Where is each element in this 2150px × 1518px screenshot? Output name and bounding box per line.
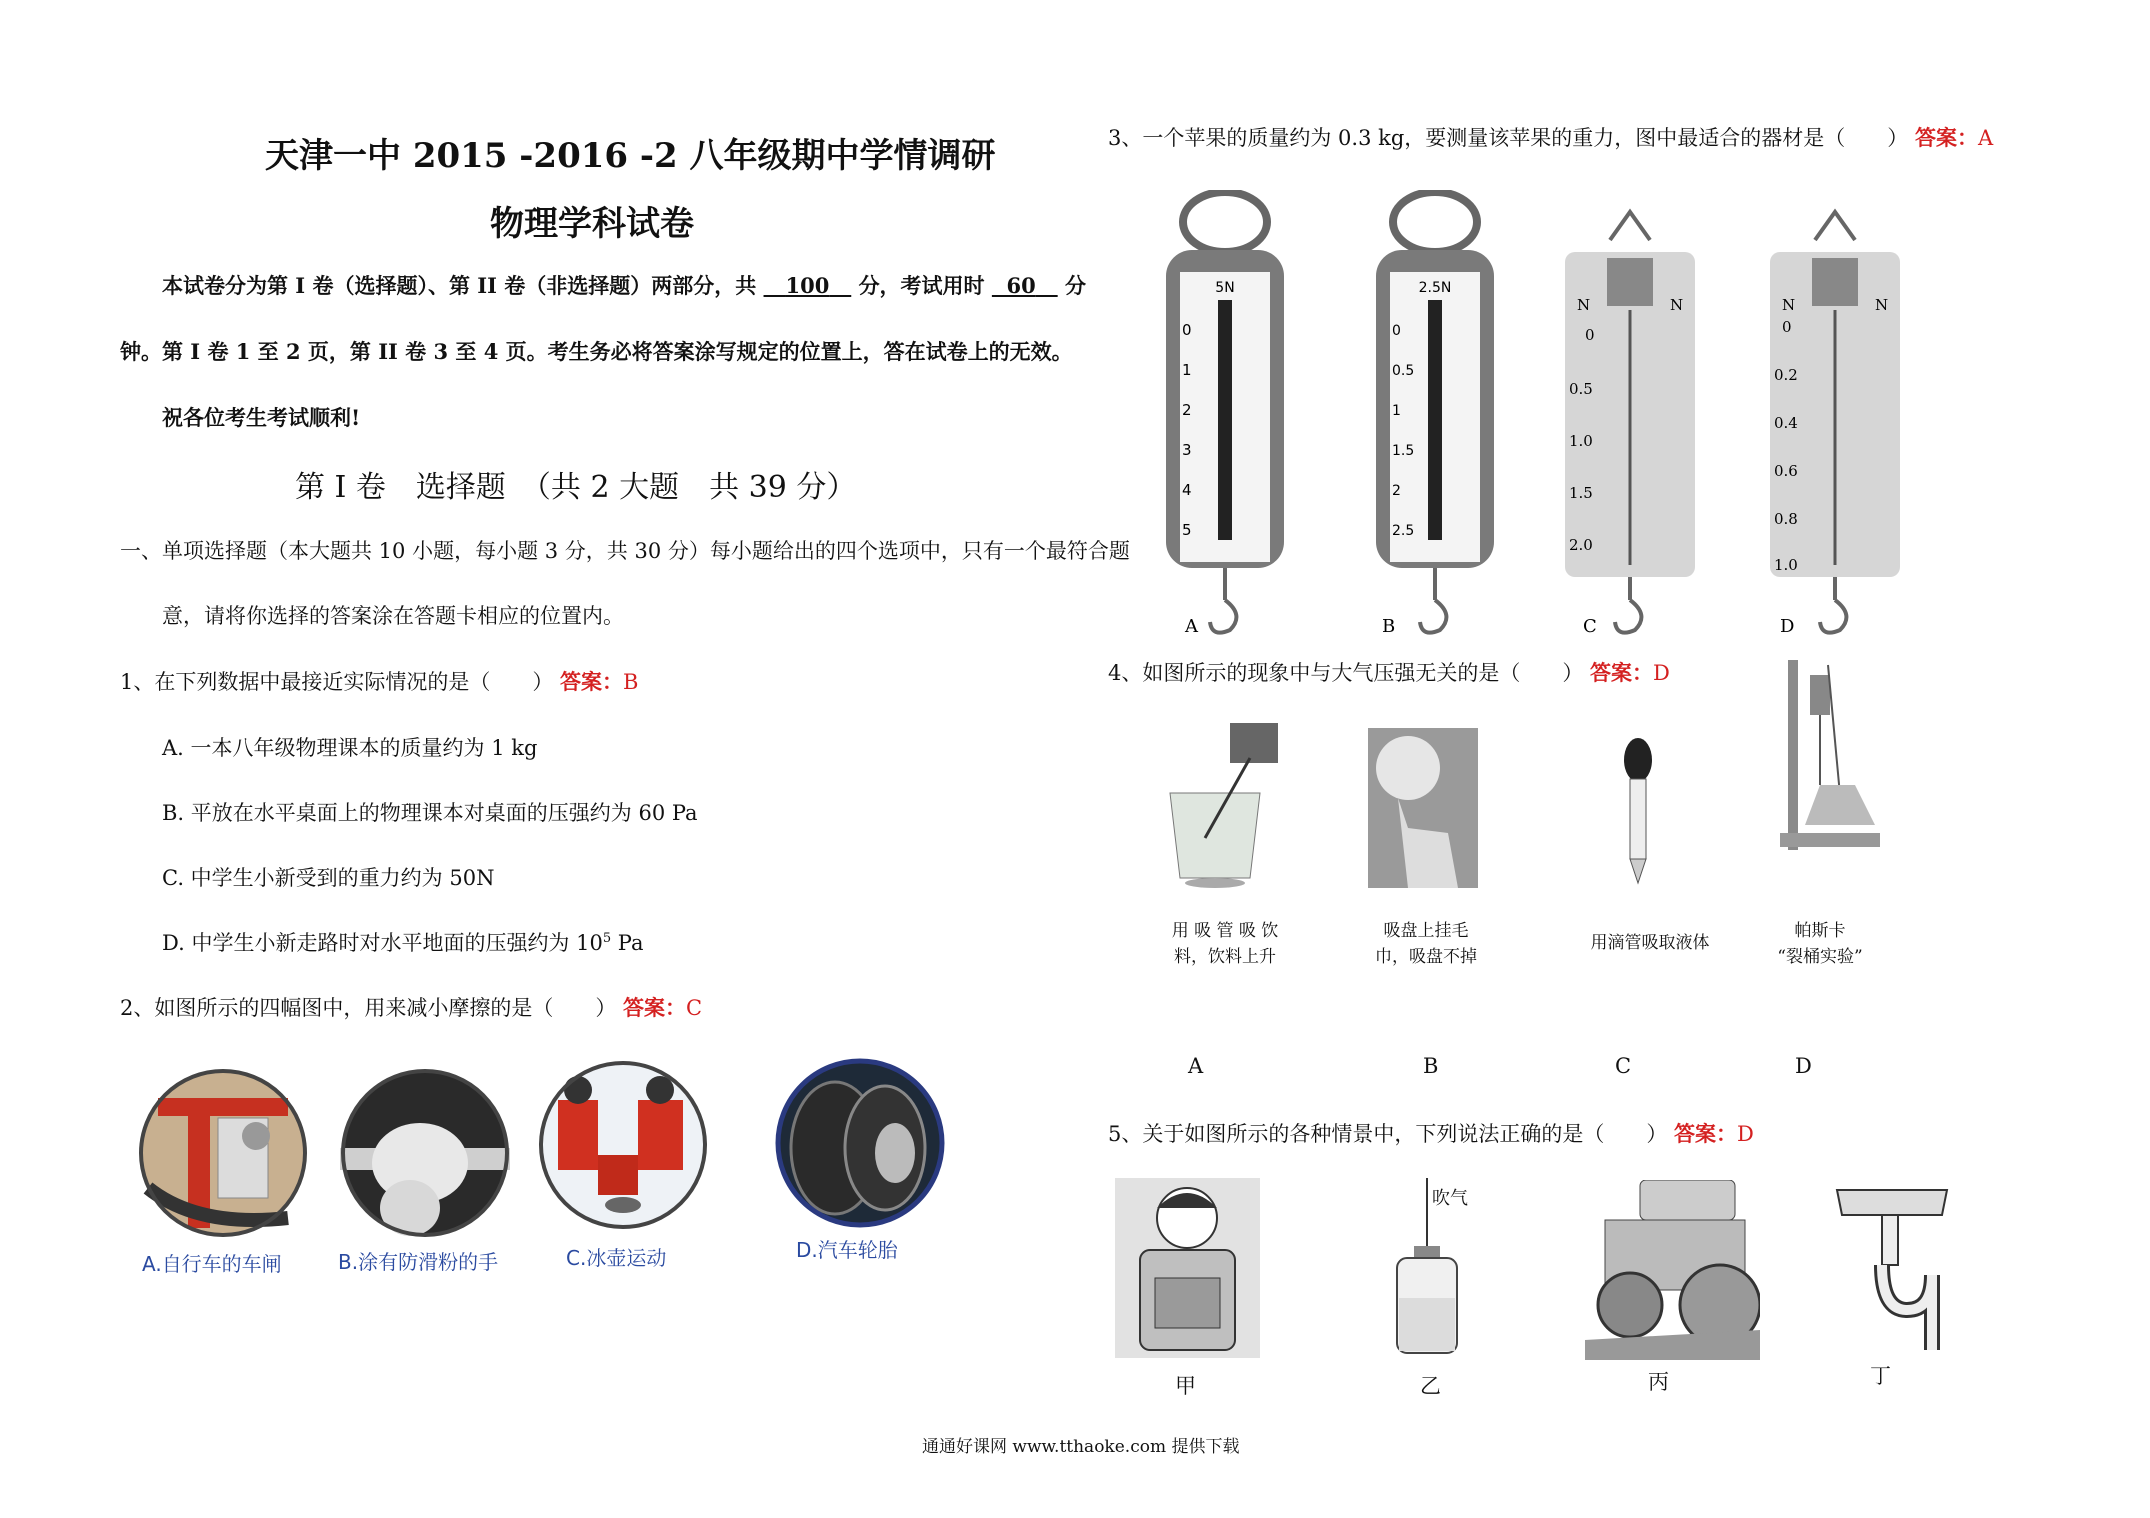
scale-a-tick: 1 [1182, 361, 1192, 379]
suction-cup-image [1368, 728, 1478, 888]
scale-c-letter: C [1583, 616, 1597, 637]
scale-d-tick: 0.8 [1774, 510, 1798, 528]
q2-answer-label: 答案： [623, 995, 687, 1020]
scale-c-tick: 1.5 [1569, 484, 1593, 502]
q1-option-a: A. 一本八年级物理课本的质量约为 1 kg [162, 736, 538, 760]
spring-scale-b [1360, 190, 1510, 650]
q5-answer: D [1737, 1122, 1754, 1146]
scale-b-tick: 1.5 [1392, 443, 1415, 459]
scale-d-letter: D [1780, 616, 1795, 637]
q5-stem: 5、关于如图所示的各种情景中，下列说法正确的是（ ） 答案：D [1108, 1121, 1754, 1146]
part1-instructions-1: 一、单项选择题（本大题共 10 小题，每小题 3 分，共 30 分）每小题给出的四个选项中，只有一个最符合题 [120, 539, 1130, 563]
scale-c-unit: N [1577, 296, 1591, 314]
scale-c-tick: 0.5 [1569, 380, 1593, 398]
scale-c-unit: N [1670, 296, 1684, 314]
scale-b-tick: 2 [1392, 483, 1401, 499]
dropper-image [1618, 735, 1658, 885]
q5-label-ding: 丁 [1870, 1364, 1891, 1388]
q5-label-jia: 甲 [1175, 1374, 1196, 1398]
q3-answer-label: 答案： [1914, 125, 1978, 150]
footer-credit: 通通好课网 www.tthaoke.com 提供下载 [922, 1437, 1240, 1457]
intro-text-b: 分，考试用时 [858, 273, 985, 298]
q2-answer: C [686, 996, 703, 1020]
scale-b-tick: 0 [1392, 323, 1401, 339]
intro-line-2: 钟。第 I 卷 1 至 2 页，第 II 卷 3 至 4 页。考生务必将答案涂写规定的位置上，答在试卷上的无效。 [120, 339, 1073, 364]
q4-letter-a: A [1188, 1054, 1204, 1078]
scale-d-tick: 0.2 [1774, 366, 1798, 384]
q3-stem: 3、一个苹果的质量约为 0.3 kg，要测量该苹果的重力，图中最适合的器材是（ ） 答案：A [1108, 125, 1994, 150]
q1-answer-label: 答案： [560, 669, 624, 694]
scale-d-tick: 1.0 [1774, 556, 1798, 574]
intro-line-1 [162, 270, 1086, 300]
q4-stem: 4、如图所示的现象中与大气压强无关的是（ ） 答案：D [1108, 660, 1670, 685]
blow-label: 吹气 [1432, 1188, 1468, 1209]
q4-letter-c: C [1615, 1054, 1632, 1078]
part1-instructions-2: 意，请将你选择的答案涂在答题卡相应的位置内。 [162, 604, 624, 628]
car-tire-image [775, 1058, 945, 1228]
spring-scale-c [1555, 200, 1705, 650]
scale-d-tick: 0.4 [1774, 414, 1798, 432]
scale-b-range: 2.5N [1418, 280, 1452, 296]
q3-answer: A [1977, 126, 1994, 150]
q4-caption-d: 帕斯卡 “裂桶实验” [1777, 921, 1863, 967]
spring-scale-a [1150, 190, 1300, 650]
q1-option-d: D. 中学生小新走路时对水平地面的压强约为 $10^5$ Pa [162, 931, 644, 955]
scale-d-tick: 0 [1782, 318, 1792, 336]
q1-option-b: B. 平放在水平桌面上的物理课本对桌面的压强约为 60 Pa [162, 801, 698, 825]
intro-text-c: 分 [1064, 273, 1086, 298]
q2-caption-c: C.冰壶运动 [566, 1246, 667, 1270]
q1-answer: B [623, 670, 639, 694]
scale-c-tick: 2.0 [1569, 536, 1593, 554]
page-subtitle: 物理学科试卷 [490, 204, 694, 244]
scale-a-tick: 5 [1182, 521, 1192, 539]
intro-text-a: 本试卷分为第 I 卷（选择题）、第 II 卷（非选择题）两部分，共 [162, 273, 757, 298]
section-heading: 第 I 卷 选择题 （共 2 大题 共 39 分） [295, 470, 857, 505]
scale-a-letter: A [1185, 616, 1198, 637]
straw-drink-image [1160, 718, 1280, 888]
scale-c-tick: 1.0 [1569, 432, 1593, 450]
q2-caption-b: B.涂有防滑粉的手 [338, 1250, 499, 1274]
pascal-barrel-image [1780, 655, 1880, 855]
scale-a-tick: 2 [1182, 401, 1192, 419]
scale-a-range: 5N [1215, 280, 1235, 296]
scale-c-tick: 0 [1585, 326, 1595, 344]
q5-label-yi: 乙 [1420, 1374, 1441, 1398]
hand-chalk-image [340, 1068, 510, 1238]
sink-drain-image [1832, 1180, 1952, 1350]
scale-b-letter: B [1382, 616, 1396, 637]
scale-b-tick: 0.5 [1392, 363, 1415, 379]
q4-letter-b: B [1423, 1054, 1439, 1078]
total-score: 100 [785, 273, 830, 298]
q5-answer-label: 答案： [1674, 1121, 1738, 1146]
scale-a-tick: 4 [1182, 481, 1192, 499]
scale-b-tick: 1 [1392, 403, 1401, 419]
scale-a-tick: 3 [1182, 441, 1192, 459]
q2-caption-a: A.自行车的车闸 [142, 1252, 282, 1276]
scale-d-tick: 0.6 [1774, 462, 1798, 480]
q1-stem: 1、在下列数据中最接近实际情况的是（ ） 答案：B [120, 669, 639, 694]
q4-caption-a: 用 吸 管 吸 饮 料，饮料上升 [1171, 921, 1279, 967]
q4-caption-c: 用滴管吸取液体 [1590, 933, 1710, 953]
scale-b-tick: 2.5 [1392, 523, 1415, 539]
q4-answer: D [1653, 661, 1670, 685]
q4-answer-label: 答案： [1590, 660, 1654, 685]
q5-label-bing: 丙 [1648, 1370, 1669, 1394]
q4-letter-d: D [1795, 1054, 1812, 1078]
q1-option-c: C. 中学生小新受到的重力约为 50N [162, 866, 495, 890]
schoolbag-boy-image [1115, 1178, 1260, 1358]
spring-scale-d [1760, 200, 1910, 650]
intro-line-3: 祝各位考生考试顺利! [162, 405, 361, 430]
q2-caption-d: D.汽车轮胎 [796, 1238, 898, 1262]
page-title: 天津一中 2015 -2016 -2 八年级期中学情调研 [265, 136, 996, 176]
road-roller-image [1585, 1180, 1760, 1360]
q2-stem: 2、如图所示的四幅图中，用来减小摩擦的是（ ） 答案：C [120, 995, 703, 1020]
scale-d-unit: N [1782, 296, 1796, 314]
exam-time: 60 [1006, 273, 1036, 298]
curling-image [538, 1060, 708, 1230]
scale-d-unit: N [1875, 296, 1889, 314]
q4-caption-b: 吸盘上挂毛 巾，吸盘不掉 [1375, 921, 1477, 967]
scale-a-tick: 0 [1182, 321, 1192, 339]
bicycle-brake-image [138, 1068, 308, 1238]
